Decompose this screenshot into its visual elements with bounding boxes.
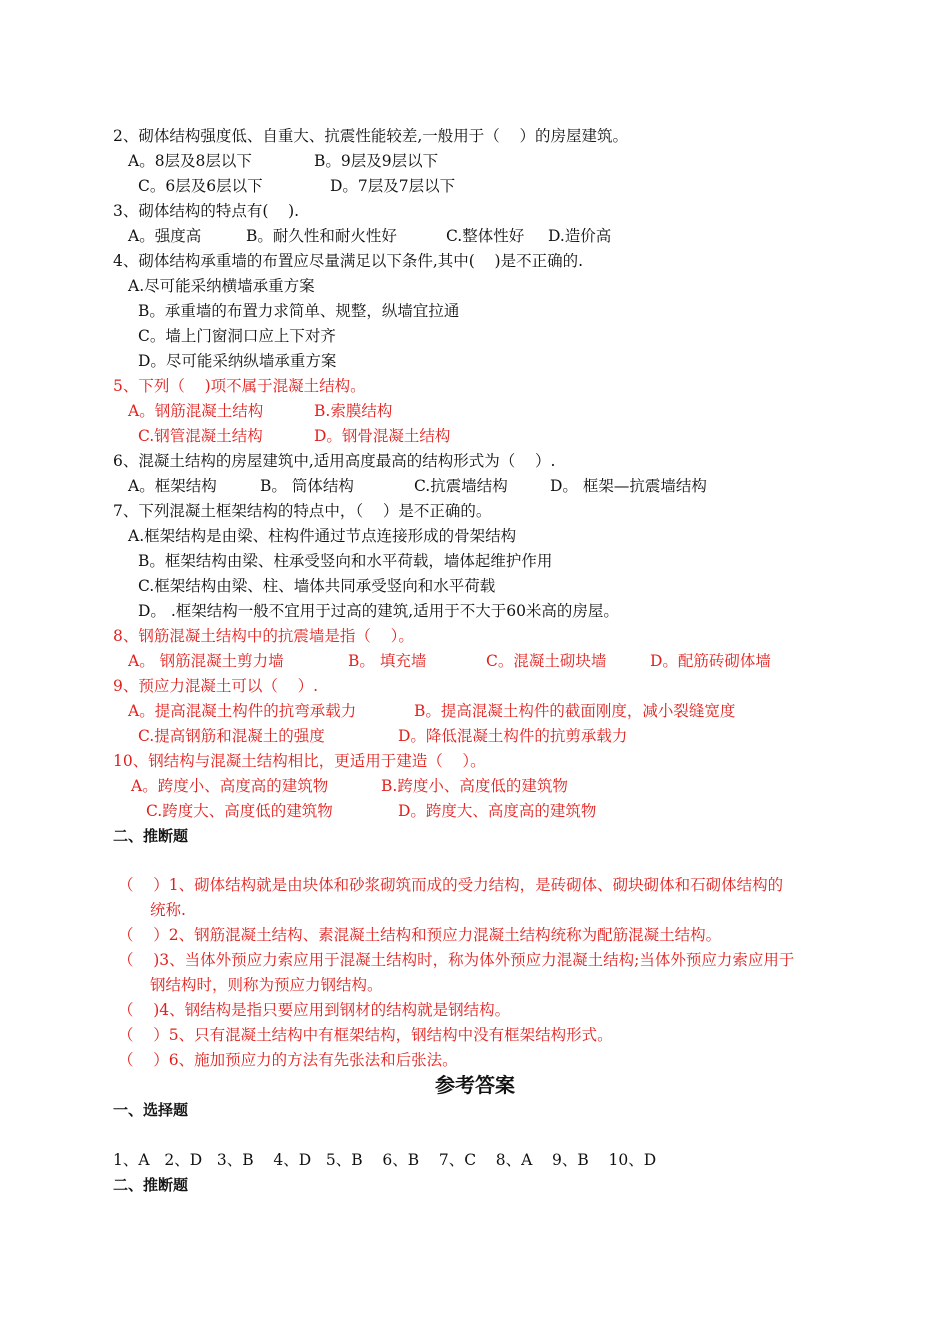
judgment-question-3-cont: 钢结构时，则称为预应力钢结构。 xyxy=(150,976,383,994)
question-8-option-d: D。配筋砖砌体墙 xyxy=(650,652,771,670)
question-10-option-d: D。跨度大、高度高的建筑物 xyxy=(398,802,597,820)
question-8-option-b: B。 填充墙 xyxy=(348,652,427,670)
judgment-question-1: （ ）1、砌体结构就是由块体和砂浆砌筑而成的受力结构，是砖砌体、砌块砌体和石砌体结构的 xyxy=(118,876,784,894)
question-3-option-a: A。强度高 xyxy=(128,227,202,245)
question-10-option-c: C.跨度大、高度低的建筑物 xyxy=(146,802,333,820)
question-5-stem: 5、下列（ )项不属于混凝土结构。 xyxy=(113,377,366,395)
judgment-question-3: （ )3、当体外预应力索应用于混凝土结构时，称为体外预应力混凝土结构;当体外预应力索应用于 xyxy=(118,951,795,969)
judgment-question-1-cont: 统称. xyxy=(150,901,186,919)
question-8-stem: 8、钢筋混凝土结构中的抗震墙是指（ ）。 xyxy=(113,627,414,645)
question-6-option-a: A。框架结构 xyxy=(128,477,217,495)
question-2-stem: 2、砌体结构强度低、自重大、抗震性能较差,一般用于（ ）的房屋建筑。 xyxy=(113,127,628,145)
question-9-option-d: D。降低混凝土构件的抗剪承载力 xyxy=(398,727,628,745)
question-6-option-d: D。 框架—抗震墙结构 xyxy=(550,477,707,495)
question-10-option-b: B.跨度小、高度低的建筑物 xyxy=(381,777,568,795)
question-6-stem: 6、混凝土结构的房屋建筑中,适用高度最高的结构形式为（ ）. xyxy=(113,452,556,470)
question-2-option-c: C。6层及6层以下 xyxy=(138,177,263,195)
answers-judgment-heading: 二、推断题 xyxy=(113,1176,189,1194)
question-4-stem: 4、砌体结构承重墙的布置应尽量满足以下条件,其中( )是不正确的. xyxy=(113,252,584,270)
question-4-option-c: C。墙上门窗洞口应上下对齐 xyxy=(138,327,336,345)
question-7-option-d: D。 .框架结构一般不宜用于过高的建筑,适用于不大于60米高的房屋。 xyxy=(138,602,619,620)
judgment-question-2: （ ）2、钢筋混凝土结构、素混凝土结构和预应力混凝土结构统称为配筋混凝土结构。 xyxy=(118,926,722,944)
question-9-option-b: B。提高混凝土构件的截面刚度，减小裂缝宽度 xyxy=(414,702,736,720)
question-7-stem: 7、下列混凝土框架结构的特点中，（ ）是不正确的。 xyxy=(113,502,492,520)
answers-choice-list: 1、A 2、D 3、B 4、D 5、B 6、B 7、C 8、A 9、B 10、D xyxy=(113,1151,657,1169)
question-7-option-b: B。框架结构由梁、柱承受竖向和水平荷载，墙体起维护作用 xyxy=(138,552,553,570)
question-4-option-d: D。尽可能采纳纵墙承重方案 xyxy=(138,352,337,370)
question-5-option-b: B.索膜结构 xyxy=(314,402,393,420)
question-4-option-b: B。承重墙的布置力求简单、规整，纵墙宜拉通 xyxy=(138,302,460,320)
question-7-option-a: A.框架结构是由梁、柱构件通过节点连接形成的骨架结构 xyxy=(128,527,517,545)
question-3-stem: 3、砌体结构的特点有( ). xyxy=(113,202,300,220)
question-6-option-c: C.抗震墙结构 xyxy=(414,477,508,495)
judgment-question-4: （ )4、钢结构是指只要应用到钢材的结构就是钢结构。 xyxy=(118,1001,511,1019)
question-9-option-c: C.提高钢筋和混凝土的强度 xyxy=(138,727,325,745)
question-3-option-d: D.造价高 xyxy=(548,227,612,245)
question-9-stem: 9、预应力混凝土可以（ ）. xyxy=(113,677,318,695)
question-10-stem: 10、钢结构与混凝土结构相比，更适用于建造（ ）。 xyxy=(113,752,486,770)
judgment-question-6: （ ）6、施加预应力的方法有先张法和后张法。 xyxy=(118,1051,458,1069)
question-8-option-a: A。 钢筋混凝土剪力墙 xyxy=(128,652,284,670)
question-2-option-d: D。7层及7层以下 xyxy=(330,177,456,195)
answers-title: 参考答案 xyxy=(435,1073,515,1097)
question-7-option-c: C.框架结构由梁、柱、墙体共同承受竖向和水平荷载 xyxy=(138,577,496,595)
question-2-option-b: B。9层及9层以下 xyxy=(314,152,439,170)
question-8-option-c: C。混凝土砌块墙 xyxy=(486,652,607,670)
question-10-option-a: A。跨度小、高度高的建筑物 xyxy=(131,777,329,795)
question-5-option-a: A。钢筋混凝土结构 xyxy=(128,402,264,420)
answers-choice-heading: 一、选择题 xyxy=(113,1101,189,1119)
judgment-section-heading: 二、推断题 xyxy=(113,827,189,845)
question-4-option-a: A.尽可能采纳横墙承重方案 xyxy=(128,277,315,295)
question-3-option-b: B。耐久性和耐火性好 xyxy=(246,227,397,245)
question-2-option-a: A。8层及8层以下 xyxy=(128,152,252,170)
question-9-option-a: A。提高混凝土构件的抗弯承载力 xyxy=(128,702,357,720)
question-5-option-c: C.钢管混凝土结构 xyxy=(138,427,263,445)
question-6-option-b: B。 筒体结构 xyxy=(260,477,354,495)
question-5-option-d: D。钢骨混凝土结构 xyxy=(314,427,451,445)
judgment-question-5: （ ）5、只有混凝土结构中有框架结构，钢结构中没有框架结构形式。 xyxy=(118,1026,613,1044)
question-3-option-c: C.整体性好 xyxy=(446,227,525,245)
